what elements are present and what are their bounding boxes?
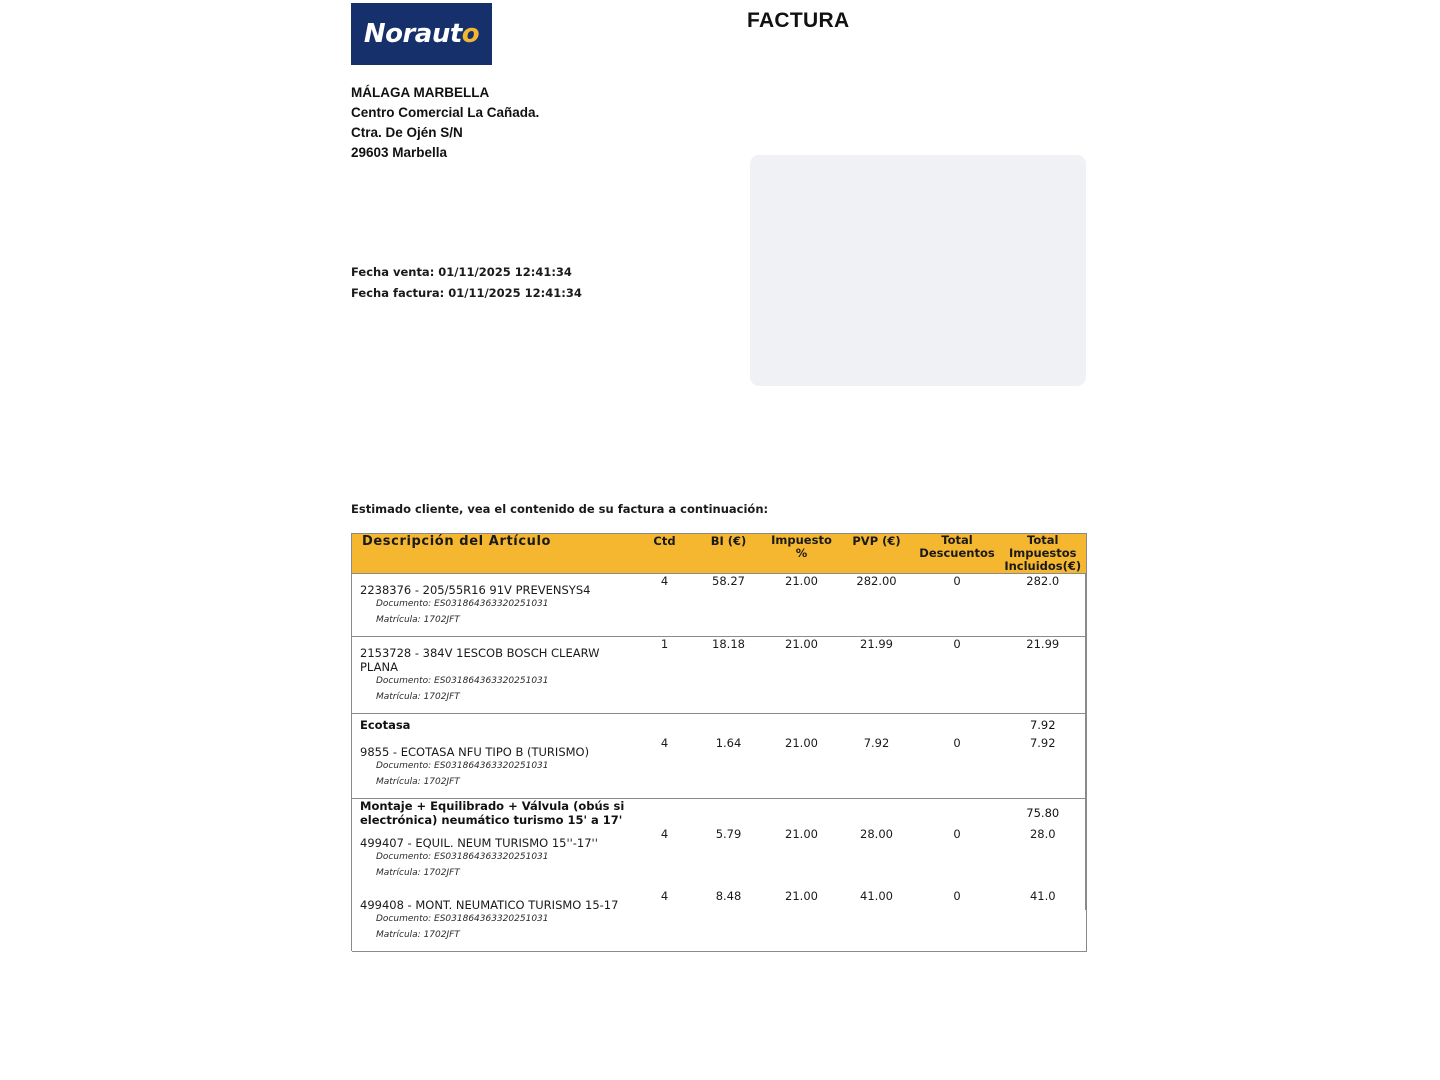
table-row-separator: [352, 951, 1087, 952]
item-pvp: 21.99: [860, 637, 893, 651]
item-discounts: 0: [953, 889, 961, 903]
logo-wordmark: [364, 21, 479, 47]
group-total: 75.80: [1000, 799, 1087, 828]
item-qty: 1: [660, 637, 669, 651]
item-tax: 21.00: [785, 736, 818, 750]
dates-block: [351, 262, 771, 303]
item-documento: Documento: ES031864363320251031: [376, 914, 549, 924]
item-matricula: Matrícula: 1702JFT: [376, 929, 460, 940]
item-discounts: 0: [953, 574, 961, 588]
item-tax: 21.00: [785, 889, 818, 903]
item-total: 21.99: [1000, 637, 1087, 714]
table-body: [352, 574, 1087, 952]
table-row: [352, 889, 1087, 951]
item-total: 41.0: [1000, 889, 1087, 951]
item-total: 7.92: [1000, 736, 1087, 798]
item-qty: 4: [660, 574, 669, 588]
col-header-tax: [765, 534, 839, 574]
col-header-description: Descripción del Artículo: [352, 534, 637, 574]
item-matricula: Matrícula: 1702JFT: [376, 776, 460, 787]
item-details: [352, 597, 637, 636]
intro-text: Estimado cliente, vea el contenido de su factura a continuación:: [351, 502, 769, 516]
item-tax: 21.00: [785, 637, 818, 651]
group-title: Montaje + Equilibrado + Válvula (obús si electrónica) neumático turismo 15' a 17': [352, 799, 637, 828]
table-row: [352, 574, 1087, 637]
item-qty: 4: [660, 736, 669, 750]
page-title: FACTURA: [747, 9, 850, 32]
logo-wordmark-main: Noraut: [363, 19, 462, 49]
invoice-date: Fecha factura: 01/11/2025 12:41:34: [351, 285, 582, 300]
item-details: [352, 912, 637, 951]
logo-wordmark-accent: o: [461, 19, 480, 49]
table-row: [352, 637, 1087, 714]
item-discounts: 0: [953, 827, 961, 841]
item-total: 28.0: [1000, 827, 1087, 889]
table-row: [352, 736, 1087, 798]
item-bi: 1.64: [715, 736, 742, 750]
group-total: 7.92: [1000, 714, 1087, 737]
invoice-table-container: [351, 533, 1086, 952]
norauto-logo: [351, 3, 492, 65]
col-header-total: [1000, 534, 1087, 574]
item-documento: Documento: ES031864363320251031: [376, 676, 549, 686]
group-title: Ecotasa: [352, 714, 637, 737]
item-total: 282.0: [1000, 574, 1087, 637]
item-pvp: 282.00: [856, 574, 897, 588]
item-matricula: Matrícula: 1702JFT: [376, 614, 460, 625]
item-title: 499408 - MONT. NEUMATICO TURISMO 15-17: [360, 898, 619, 912]
item-discounts: 0: [953, 736, 961, 750]
item-pvp: 7.92: [863, 736, 890, 750]
item-details: [352, 850, 637, 889]
store-address-line-3: Ctra. De Ojén S/N: [351, 125, 463, 140]
item-title: 2153728 - 384V 1ESCOB BOSCH CLEARW PLANA: [360, 646, 600, 674]
item-title: 2238376 - 205/55R16 91V PREVENSYS4: [360, 583, 591, 597]
table-group-row: [352, 714, 1087, 737]
item-bi: 58.27: [712, 574, 745, 588]
table-group-row: [352, 799, 1087, 828]
item-documento: Documento: ES031864363320251031: [376, 852, 549, 862]
item-details: [352, 759, 637, 798]
store-address-line-2: Centro Comercial La Cañada.: [351, 105, 540, 120]
col-header-tax-line2: %: [795, 546, 808, 560]
item-details: [352, 674, 637, 713]
col-header-bi: BI (€): [693, 534, 765, 574]
item-tax: 21.00: [785, 827, 818, 841]
store-address-line-4: 29603 Marbella: [351, 145, 448, 160]
store-address-block: [351, 83, 771, 163]
col-header-discounts-line1: Total: [941, 533, 973, 547]
item-title: 499407 - EQUIL. NEUM TURISMO 15''-17'': [360, 836, 598, 850]
item-qty: 4: [660, 889, 669, 903]
table-header: [352, 534, 1087, 574]
item-matricula: Matrícula: 1702JFT: [376, 867, 460, 878]
col-header-tax-line1: Impuesto: [771, 533, 832, 547]
item-discounts: 0: [953, 637, 961, 651]
item-tax: 21.00: [785, 574, 818, 588]
item-matricula: Matrícula: 1702JFT: [376, 691, 460, 702]
col-header-total-line2: Incluidos(€): [1004, 559, 1082, 573]
item-bi: 8.48: [715, 889, 742, 903]
store-name: MÁLAGA MARBELLA: [351, 85, 490, 100]
invoice-table: [351, 533, 1087, 952]
item-pvp: 28.00: [860, 827, 893, 841]
item-documento: Documento: ES031864363320251031: [376, 599, 549, 609]
item-documento: Documento: ES031864363320251031: [376, 761, 549, 771]
item-pvp: 41.00: [860, 889, 893, 903]
item-bi: 5.79: [715, 827, 742, 841]
col-header-total-line1: Total Impuestos: [1008, 533, 1077, 560]
col-header-discounts-line2: Descuentos: [919, 546, 995, 560]
item-bi: 18.18: [712, 637, 745, 651]
sale-date: Fecha venta: 01/11/2025 12:41:34: [351, 265, 572, 279]
table-header-row: [352, 534, 1087, 574]
item-title: 9855 - ECOTASA NFU TIPO B (TURISMO): [360, 745, 590, 759]
customer-details-placeholder: [750, 155, 1086, 386]
col-header-discounts: [915, 534, 1000, 574]
col-header-qty: Ctd: [637, 534, 693, 574]
col-header-pvp: PVP (€): [839, 534, 915, 574]
item-qty: 4: [660, 827, 669, 841]
table-row: [352, 827, 1087, 889]
